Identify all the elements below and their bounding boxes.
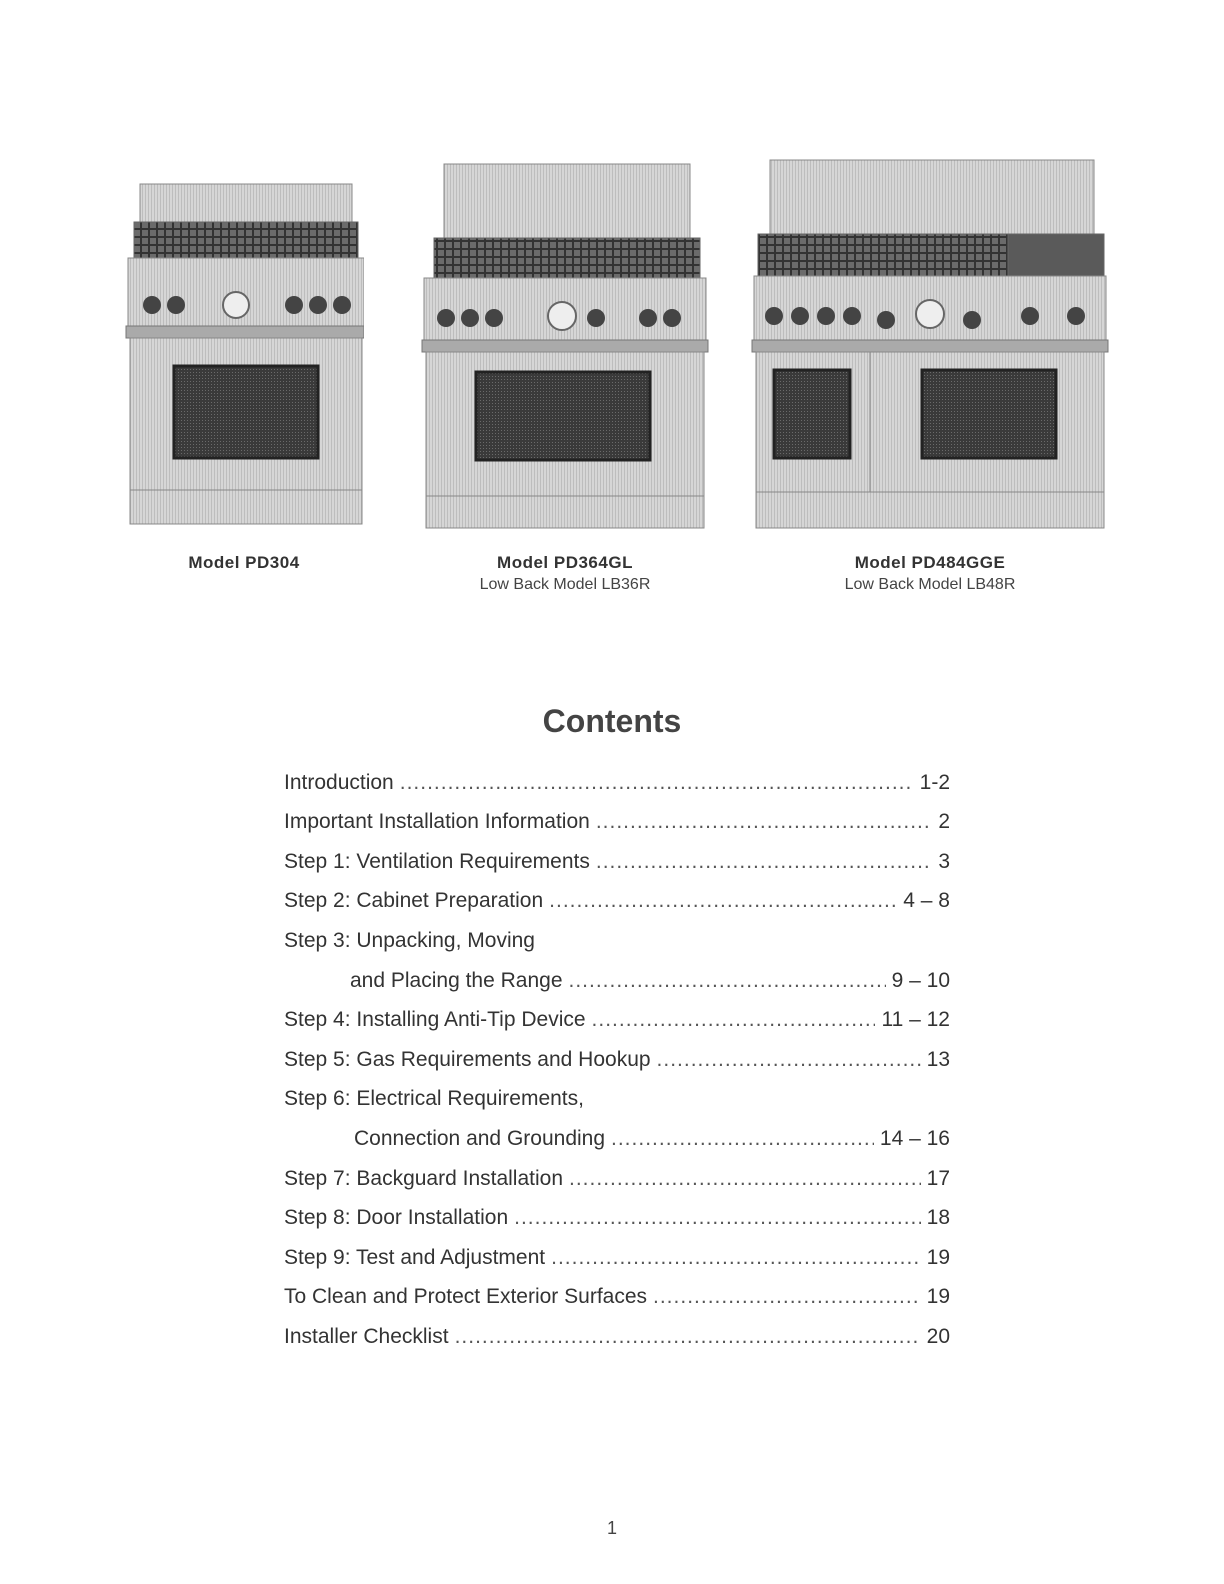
toc-title: Step 4: Installing Anti-Tip Device xyxy=(284,1008,586,1032)
toc-page: 19 xyxy=(926,1245,950,1269)
toc-title: Installer Checklist xyxy=(284,1324,449,1348)
toc-page: 11 – 12 xyxy=(881,1008,950,1032)
low-back-model: Low Back Model LB36R xyxy=(479,576,651,593)
toc-entry xyxy=(284,1230,950,1270)
range-image-pd484gge xyxy=(750,156,1110,531)
toc-title: and Placing the Range xyxy=(350,968,563,992)
toc-page: 4 – 8 xyxy=(903,889,950,913)
model-name: Model PD304 xyxy=(188,553,300,572)
toc-title: Step 1: Ventilation Requirements xyxy=(284,849,590,873)
toc-title: Step 7: Backguard Installation xyxy=(284,1166,564,1190)
page-number: 1 xyxy=(606,1518,617,1538)
toc-page: 20 xyxy=(926,1324,950,1348)
toc-title: Step 6: Electrical Requirements, xyxy=(284,1087,584,1111)
toc-title: To Clean and Protect Exterior Surfaces xyxy=(284,1285,648,1309)
toc-page: 14 – 16 xyxy=(879,1126,950,1150)
toc-entry xyxy=(284,1270,950,1310)
low-back-model: Low Back Model LB48R xyxy=(844,576,1016,593)
toc-page: 2 xyxy=(938,810,950,834)
toc-entry xyxy=(284,755,950,795)
toc-entry xyxy=(284,953,950,993)
toc-title: Step 8: Door Installation xyxy=(284,1206,509,1230)
toc-page: 18 xyxy=(926,1206,950,1230)
toc-entry xyxy=(284,993,950,1033)
model-name: Model PD484GGE xyxy=(854,553,1006,572)
caption-pd364gl xyxy=(420,552,710,596)
toc-entry xyxy=(284,1032,950,1072)
toc-entry xyxy=(284,834,950,874)
caption-pd484gge xyxy=(750,552,1110,596)
caption-pd304 xyxy=(124,552,364,574)
toc-page: 19 xyxy=(926,1285,950,1309)
range-image-pd364gl xyxy=(420,160,710,530)
toc-entry xyxy=(284,1111,950,1151)
toc-page: 1-2 xyxy=(919,770,950,794)
toc-title: Introduction xyxy=(284,770,394,794)
table-of-contents xyxy=(284,755,950,1349)
toc-entry xyxy=(284,1151,950,1191)
toc-entry xyxy=(284,1191,950,1231)
toc-title: Connection and Grounding xyxy=(354,1126,606,1150)
toc-entry xyxy=(284,795,950,835)
toc-entry xyxy=(284,913,950,953)
toc-title: Step 3: Unpacking, Moving xyxy=(284,928,535,952)
toc-page: 3 xyxy=(938,849,950,873)
toc-entry xyxy=(284,1309,950,1349)
toc-entry xyxy=(284,874,950,914)
toc-page: 13 xyxy=(926,1047,950,1071)
toc-title: Step 9: Test and Adjustment xyxy=(284,1245,546,1269)
toc-page: 17 xyxy=(926,1166,950,1190)
range-image-pd304 xyxy=(124,180,364,525)
toc-entry xyxy=(284,1072,950,1112)
toc-title: Step 5: Gas Requirements and Hookup xyxy=(284,1047,651,1071)
toc-title: Important Installation Information xyxy=(284,810,590,834)
contents-heading: Contents xyxy=(542,703,682,739)
toc-title: Step 2: Cabinet Preparation xyxy=(284,889,544,913)
model-name: Model PD364GL xyxy=(497,553,633,572)
toc-page: 9 – 10 xyxy=(891,968,950,992)
